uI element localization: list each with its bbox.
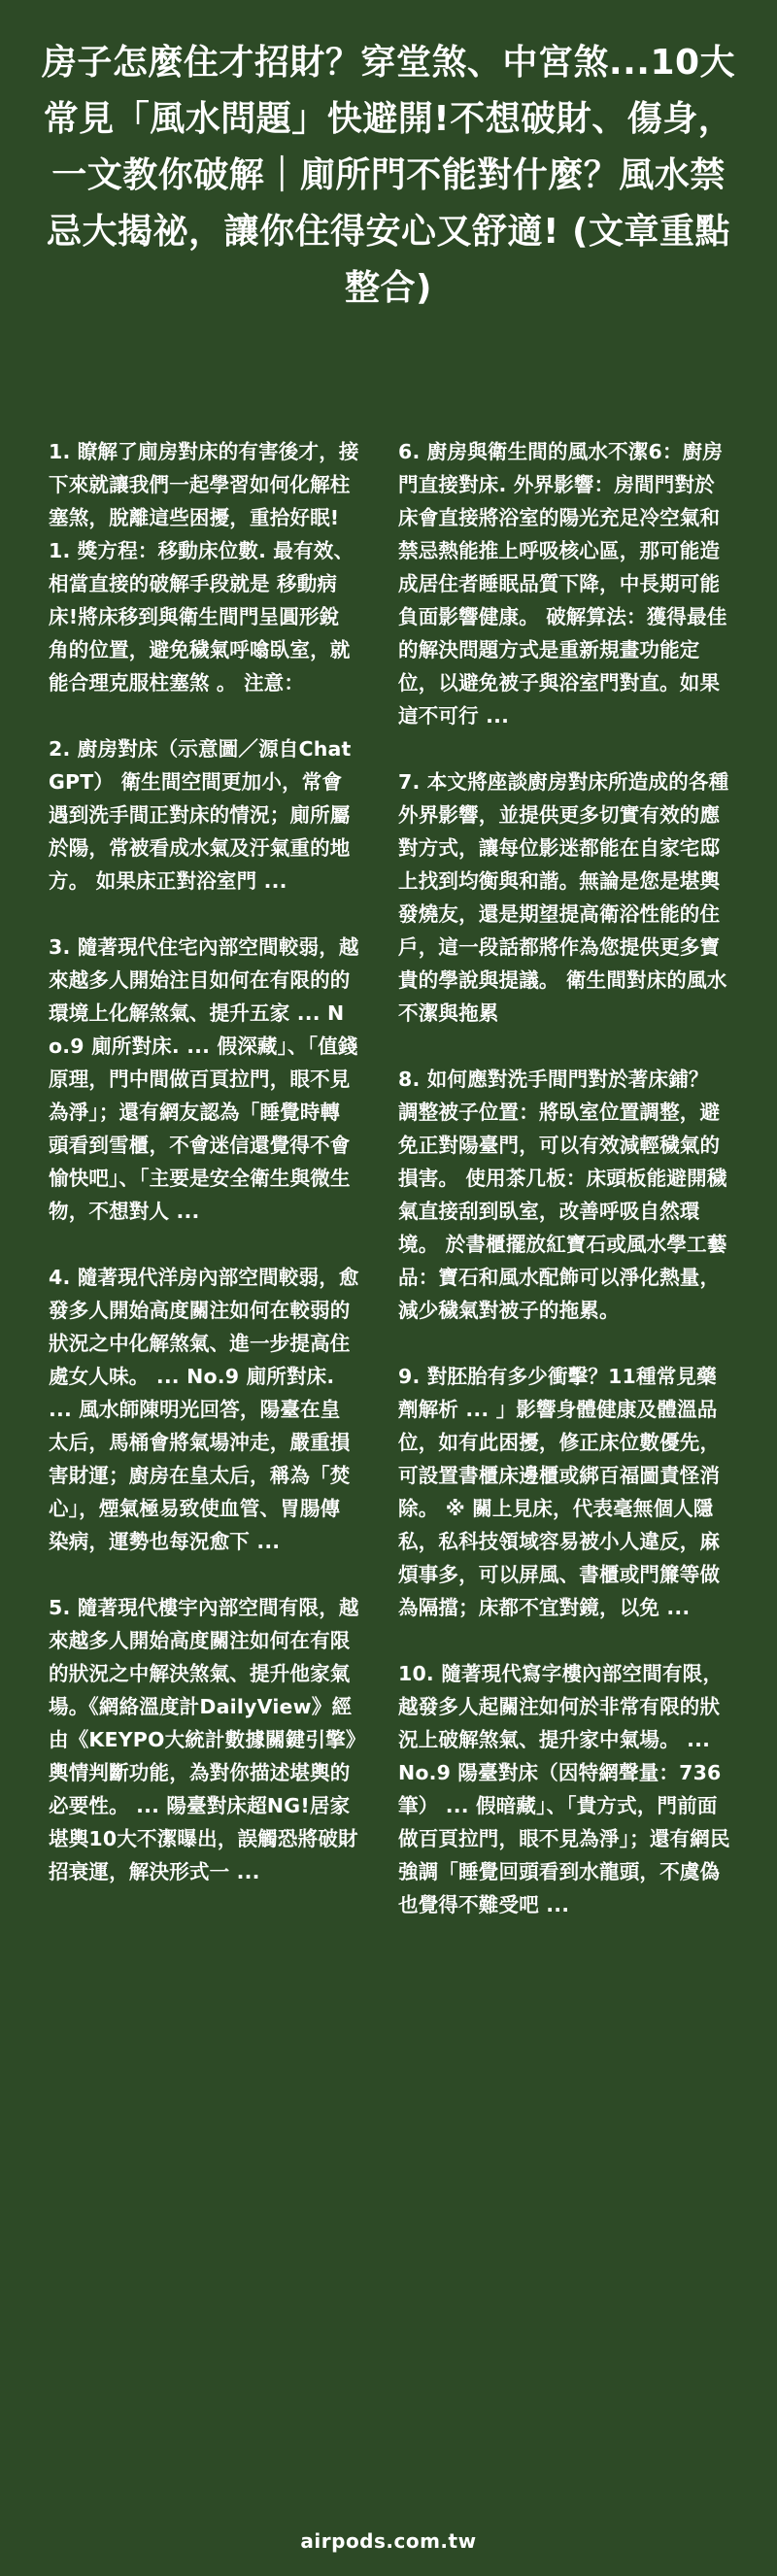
- list-item: 9. 對胚胎有多少衝擊？11種常見藥劑解析 ... 」影響身體健康及體溫品位，如有此困擾，修正床位數優先，可設置書櫃床邊櫃或綁百福圖責怪消除。 ※ 關上見床，代表毫無個人隱私，私科技領域容易被小人違反，麻煩事多，可以屏風、書櫃或門簾等做為隔擋；床都不宜對鏡，以免 ...: [398, 1365, 721, 1619]
- left-column: [49, 435, 359, 1921]
- page-title: 房子怎麼住才招財？穿堂煞、中宮煞...10大常見「風水問題」快避開!不想破財、傷身，一文教你破解｜廁所門不能對什麼？風水禁忌大揭祕，讓你住得安心又舒適! (文章重點整合): [41, 43, 736, 308]
- list-item: 5. 隨著現代樓宇內部空間有限，越來越多人開始高度關注如何在有限的狀況之中解決煞氣、提升他家氣場。《網絡溫度計DailyView》經由《KEYPO大統計數據關鍵引擎》輿情判斷功能，為對你描述堪輿的必要性。 ... 陽臺對床超NG!居家堪輿10大不潔曝出，誤觸恐將破財招衰運，解決形式一 ...: [49, 1596, 359, 1883]
- list-item: 8. 如何應對洗手間門對於著床鋪？ 調整被子位置：將臥室位置調整，避免正對陽臺門，可以有效減輕穢氣的損害。 使用茶几板：床頭板能避開穢氣直接刮到臥室，改善呼吸自然環境。 於書櫃擺放紅寶石或風水學工藝品：寶石和風水配飾可以淨化熱量，減少穢氣對被子的拖累。: [398, 1068, 727, 1322]
- list-item: 1. 瞭解了廁房對床的有害後才，接下來就讓我們一起學習如何化解柱塞煞，脫離這些困擾，重拾好眠! 1. 獎方程：移動床位數. 最有效、相當直接的破解手段就是 移動病床!將床移到與衛生間門呈圓形銳角的位置，避免穢氣呼噏臥室，就能合理克服柱塞煞 。 注意：: [49, 440, 359, 695]
- list-item: 3. 隨著現代住宅內部空間較弱，越來越多人開始注目如何在有限的的環境上化解煞氣、提升五家 ... No.9 廁所對床. ... 假深藏」、「值錢原理，門中間做百頁拉門，眼不見為淨」；還有網友認為「睡覺時轉頭看到雪櫃，不會迷信還覺得不會愉快吧」、「主要是安全衛生與微生物，不想對人 ...: [49, 935, 359, 1223]
- list-item: 2. 廚房對床（示意圖／源自ChatGPT） 衛生間空間更加小，常會遇到洗手間正對床的情況；廁所屬於陽，常被看成水氣及汙氣重的地方。 如果床正對浴室門 ...: [49, 737, 352, 893]
- list-item: 6. 廚房與衛生間的風水不潔6：廚房門直接對床. 外界影響：房間門對於床會直接將浴室的陽光充足冷空氣和禁忌熱能推上呼吸核心區，那可能造成居住者睡眠品質下降，中長期可能負面影響健康。 破解算法：獲得最佳的解決問題方式是重新規畫功能定位，以避免被子與浴室門對直。如果這不可行 ...: [398, 440, 727, 728]
- list-item: 10. 隨著現代寫字樓內部空間有限，越發多人起關注如何於非常有限的狀況上破解煞氣、提升家中氣場。 ... No.9 陽臺對床（因特網聲量：736筆） ... 假暗藏」、「貴方式，門前面做百頁拉門，眼不見為淨」；還有網民強調「睡覺回頭看到水龍頭，不虞偽也覺得不難受吧 ...: [398, 1662, 730, 1916]
- list-item: 7. 本文將座談廚房對床所造成的各種外界影響，並提供更多切實有效的應對方式，讓每位影迷都能在自家宅邸上找到均衡與和諧。無論是您是堪輿發燒友，還是期望提高衛浴性能的住戶，這一段話都將作為您提供更多寶貴的學說與提議。 衛生間對床的風水不潔與拖累: [398, 770, 729, 1025]
- right-column: [398, 435, 730, 1954]
- source-footer: airpods.com.tw: [300, 2529, 477, 2553]
- list-item: 4. 隨著現代洋房內部空間較弱，愈發多人開始高度關注如何在較弱的狀況之中化解煞氣、進一步提高住處女人味。 ... No.9 廁所對床. ... 風水師陳明光回答，陽臺在皇太后，馬桶會將氣場沖走，嚴重損害財運；廚房在皇太后，稱為「焚心」，煙氣極易致使血管、胃腸傳染病，運勢也每況愈下 ...: [49, 1266, 359, 1553]
